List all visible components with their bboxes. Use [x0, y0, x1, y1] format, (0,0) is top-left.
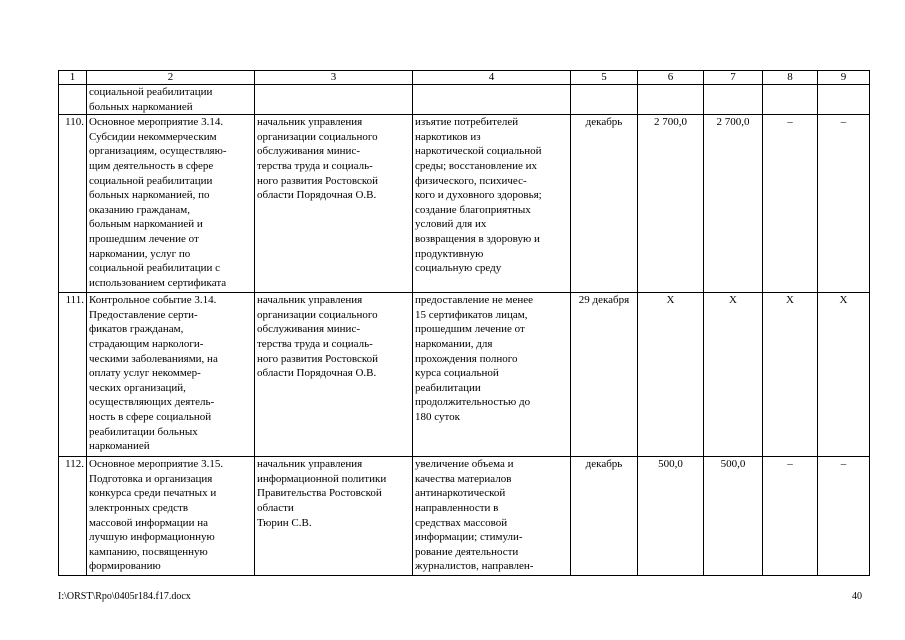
col-header: 2 [87, 71, 255, 85]
activity-cell: Контрольное событие 3.14. Предоставление серти- фикатов гражданам, страдающим наркологи- ческими заболеваниями, на оплату услуг некоммер- ческих организаций, осуществляющих деятель- ность в сфере социальной реабилитации больных наркоманией [87, 293, 255, 457]
table-row [59, 85, 870, 115]
activity-cell: Основное мероприятие 3.14. Субсидии некоммерческим организациям, осуществляю- щим деятельность в сфере социальной реабилитации больных наркоманией, по оказанию гражданам, больным наркоманией и прошедшим лечение от наркомании, услуг по социальной реабилитации с использованием сертификата [87, 115, 255, 293]
responsible-cell: начальник управления организации социального обслуживания минис- терства труда и социаль- ного развития Ростовской области Порядочная О.В. [255, 115, 413, 293]
activity-cell: социальной реабилитации больных наркоманией [87, 85, 255, 115]
col-header: 8 [763, 71, 818, 85]
result-cell [413, 85, 571, 115]
row-number-cell: 111. [59, 293, 87, 457]
responsible-cell: начальник управления информационной политики Правительства Ростовской области Тюрин С.В. [255, 457, 413, 576]
footer-file-path: I:\ORST\Rpo\0405r184.f17.docx [58, 591, 191, 602]
col-header: 1 [59, 71, 87, 85]
result-cell: изъятие потребителей наркотиков из наркотической социальной среды; восстановление их физического, психичес- кого и духовного здоровья; создание благоприятных условий для их возвращения в здоровую и продуктивную социальную среду [413, 115, 571, 293]
col-header: 6 [638, 71, 704, 85]
deadline-cell: 29 декабря [571, 293, 638, 457]
deadline-cell [571, 85, 638, 115]
value-cell: Х [763, 293, 818, 457]
table-row [59, 293, 870, 457]
value-cell: 2 700,0 [638, 115, 704, 293]
value-cell: 500,0 [638, 457, 704, 576]
responsible-cell: начальник управления организации социального обслуживания минис- терства труда и социаль- ного развития Ростовской области Порядочная О.В. [255, 293, 413, 457]
activity-cell: Основное мероприятие 3.15. Подготовка и организация конкурса среди печатных и электронных средств массовой информации на лучшую информационную кампанию, посвященную формированию [87, 457, 255, 576]
value-cell [704, 85, 763, 115]
table-row [59, 457, 870, 576]
value-cell: Х [704, 293, 763, 457]
page-number: 40 [852, 591, 862, 602]
program-table [58, 70, 870, 576]
deadline-cell: декабрь [571, 115, 638, 293]
value-cell: Х [638, 293, 704, 457]
col-header: 7 [704, 71, 763, 85]
col-header: 4 [413, 71, 571, 85]
value-cell: 500,0 [704, 457, 763, 576]
col-header: 9 [818, 71, 870, 85]
table-row [59, 115, 870, 293]
value-cell: Х [818, 293, 870, 457]
header-row [59, 71, 870, 85]
row-number-cell: 112. [59, 457, 87, 576]
col-header: 5 [571, 71, 638, 85]
result-cell: увеличение объема и качества материалов антинаркотической направленности в средствах массовой информации; стимули- рование деятельности журналистов, направлен- [413, 457, 571, 576]
row-number-cell [59, 85, 87, 115]
value-cell: – [818, 457, 870, 576]
responsible-cell [255, 85, 413, 115]
value-cell: – [818, 115, 870, 293]
value-cell: 2 700,0 [704, 115, 763, 293]
value-cell [818, 85, 870, 115]
result-cell: предоставление не менее 15 сертификатов лицам, прошедшим лечение от наркомании, для прохождения полного курса социальной реабилитации продолжительностью до 180 суток [413, 293, 571, 457]
value-cell [763, 85, 818, 115]
value-cell: – [763, 457, 818, 576]
value-cell [638, 85, 704, 115]
deadline-cell: декабрь [571, 457, 638, 576]
col-header: 3 [255, 71, 413, 85]
row-number-cell: 110. [59, 115, 87, 293]
value-cell: – [763, 115, 818, 293]
